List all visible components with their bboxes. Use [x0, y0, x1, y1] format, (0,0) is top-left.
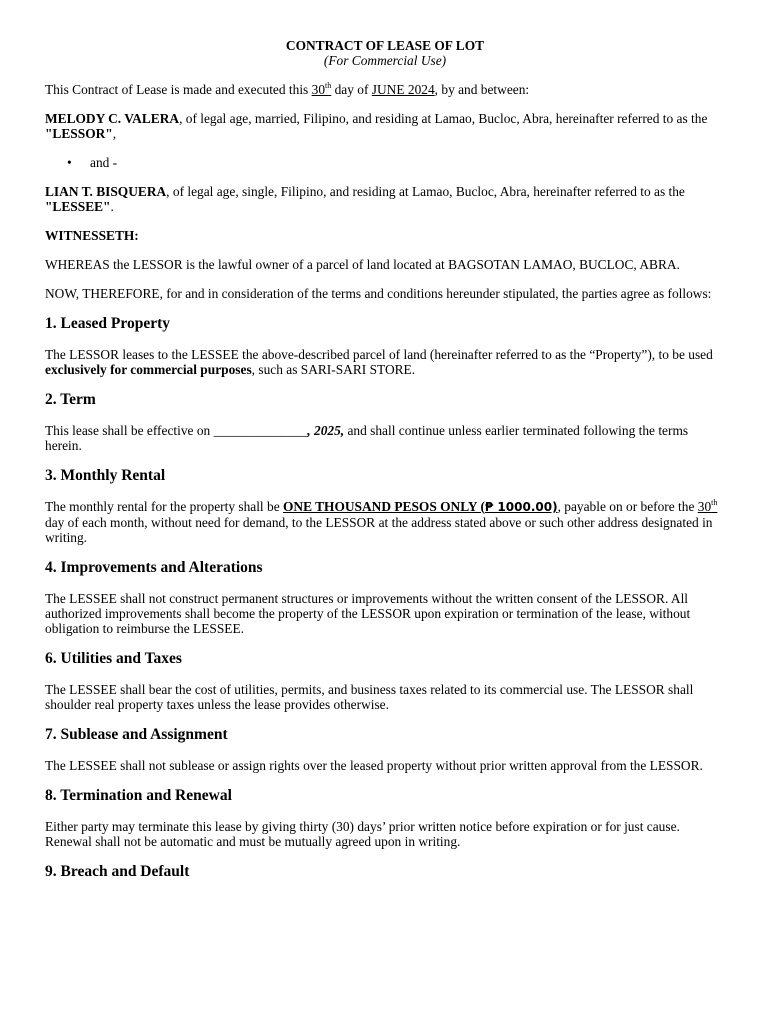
bullet-icon: •	[67, 155, 72, 170]
witnesseth-heading: WITNESSETH:	[45, 228, 139, 243]
intro-text: This Contract of Lease is made and executed this	[45, 82, 312, 97]
section-2-year: , 2025,	[307, 423, 345, 438]
rental-amount-number: ₱ 1000.00)	[484, 500, 558, 514]
section-1-heading: 1. Leased Property	[45, 315, 170, 332]
section-8-heading: 8. Termination and Renewal	[45, 787, 232, 804]
intro-day-number: 30	[311, 82, 326, 97]
document-body	[45, 38, 725, 881]
intro-text-mid: day of	[331, 82, 372, 97]
section-8-body: Either party may terminate this lease by giving thirty (30) days’ prior written notice before expiration or for just cause. Renewal shall not be automatic and must be mutually agreed upon in writing.	[45, 819, 680, 849]
intro-day	[312, 82, 332, 97]
section-3-text-end: day of each month, without need for demand, to the LESSOR at the address stated above or such other address designated in writing.	[45, 515, 713, 545]
and-text: and -	[90, 155, 118, 170]
intro-month-year: JUNE 2024	[371, 82, 435, 97]
lessee-role: "LESSEE"	[45, 199, 111, 214]
intro-text-end: , by and between:	[434, 82, 530, 97]
lessor-description: , of legal age, married, Filipino, and residing at Lamao, Bucloc, Abra, hereinafter referred to as the	[179, 111, 708, 126]
lessee-description: , of legal age, single, Filipino, and residing at Lamao, Bucloc, Abra, hereinafter referred to as the	[166, 184, 685, 199]
now-therefore-paragraph: NOW, THEREFORE, for and in consideration of the terms and conditions hereunder stipulated, the parties agree as follows:	[45, 286, 712, 301]
section-4-body: The LESSEE shall not construct permanent structures or improvements without the written consent of the LESSOR. All authorized improvements shall become the property of the LESSOR upon expiration or termination of the lease, without obligation to reimburse the LESSEE.	[45, 591, 691, 636]
section-7-body: The LESSEE shall not sublease or assign rights over the leased property without prior written approval from the LESSOR.	[45, 758, 703, 773]
lessor-tail: ,	[112, 126, 117, 141]
section-1-emphasis: exclusively for commercial purposes	[45, 362, 252, 377]
lessee-name: LIAN T. BISQUERA	[45, 184, 167, 199]
section-3-text: The monthly rental for the property shall be	[45, 499, 283, 514]
payment-day-number: 30	[697, 499, 712, 514]
document-title: CONTRACT OF LEASE OF LOT	[285, 38, 485, 53]
and-line	[45, 155, 725, 170]
lessor-role: "LESSOR"	[45, 126, 113, 141]
section-9-heading: 9. Breach and Default	[45, 863, 190, 880]
section-3-text-mid: , payable on or before the	[557, 499, 698, 514]
section-7-heading: 7. Sublease and Assignment	[45, 726, 228, 743]
section-2-heading: 2. Term	[45, 391, 96, 408]
section-2-body	[45, 423, 725, 453]
section-2-text: This lease shall be effective on	[45, 423, 214, 438]
payment-day	[698, 499, 718, 514]
lessee-tail: .	[110, 199, 114, 214]
rental-amount	[283, 499, 558, 514]
effective-date-blank: ______________	[213, 423, 308, 438]
section-1-text-end: , such as SARI-SARI STORE.	[251, 362, 416, 377]
section-1-body	[45, 347, 725, 377]
section-2-text-end: and shall continue unless earlier terminated following the terms herein.	[45, 423, 689, 453]
section-1-text: The LESSOR leases to the LESSEE the above-described parcel of land (hereinafter referred to as the “Property”), to be used	[45, 347, 713, 362]
rental-amount-words: ONE THOUSAND PESOS ONLY (	[283, 499, 485, 514]
lessor-name: MELODY C. VALERA	[45, 111, 180, 126]
document-subtitle: (For Commercial Use)	[323, 53, 447, 68]
whereas-paragraph: WHEREAS the LESSOR is the lawful owner of a parcel of land located at BAGSOTAN LAMAO, BUCLOC, ABRA.	[45, 257, 680, 272]
section-3-body	[45, 499, 725, 545]
section-6-heading: 6. Utilities and Taxes	[45, 650, 182, 667]
lessee-paragraph	[45, 184, 725, 214]
intro-paragraph	[45, 82, 725, 97]
section-3-heading: 3. Monthly Rental	[45, 467, 166, 484]
intro-day-suffix: th	[325, 80, 332, 90]
lessor-paragraph	[45, 111, 725, 141]
section-4-heading: 4. Improvements and Alterations	[45, 559, 263, 576]
section-6-body: The LESSEE shall bear the cost of utilities, permits, and business taxes related to its commercial use. The LESSOR shall shoulder real property taxes unless the lease provides otherwise.	[45, 682, 694, 712]
payment-day-suffix: th	[711, 497, 718, 507]
